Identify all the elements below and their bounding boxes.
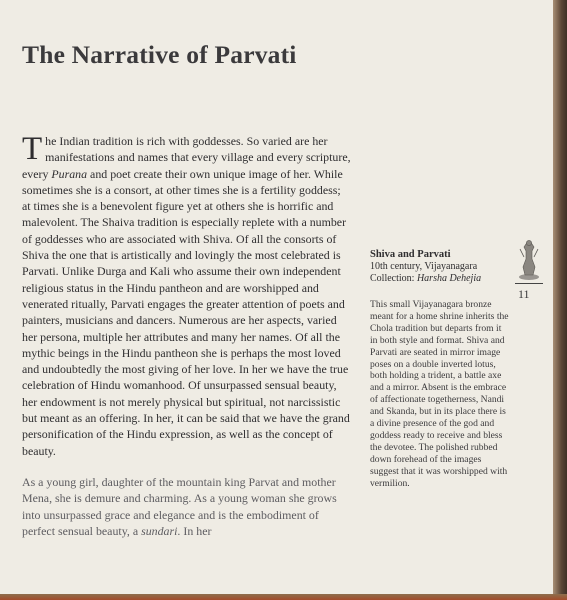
caption-collection-name: Harsha Dehejia (416, 273, 482, 284)
caption-collection (370, 273, 510, 285)
paragraph-1-purana: Purana (51, 166, 88, 181)
body-text (22, 133, 352, 554)
page-title: The Narrative of Parvati (22, 40, 297, 69)
paragraph-2-part-a: As a young girl, daughter of the mountain king Parvat and mother Mena, she is demure and charming. As a young woman she grows into unsurpassed grace and elegance and is the embodiment of perfect sensual beauty, a (22, 474, 337, 538)
paragraph-2-part-b: . In her (177, 523, 212, 538)
caption-text: This small Vijayanagara bronze meant for a home shrine inherits the Chola tradition but departs from it in both style and format. Shiva and Parvati are seated in mirror image poses on a double inverted lotus, both holding a trident, a battle axe and a mirror. Absent is the embrace of affectionate togetherness, Nandi and Skanda, but in its place there is a divine presence of the god and goddess ready to receive and bless the devotee. The polished rubbed down forehead of the images suggest that it was worshipped with vermilion. (370, 299, 509, 489)
book-bottom-edge (0, 594, 567, 600)
page-number: 11 (518, 287, 530, 301)
paragraph-1-part-b: and poet create their own unique image of her. While sometimes she is a consort, at other times she is a fertility goddess; at times she is a benevolent figure yet at others she is horrific and malevolent. The Shaiva tradition is especially replete with a number of goddesses who are associated with Shiva. Of all the consorts of Shiva the one that is artistically and lovingly the most celebrated is Parvati. Unlike Durga and Kali who assume their own independent religious status in the Hindu pantheon and are worshipped and venerated ritually, Parvati engages the greater attention of poets and painters, musicians and dancers. Numerous are her aspects, varied her persona, multiple her attributes and many her names. Of all the mythic beings in the Hindu pantheon she is perhaps the most loved and undoubtedly the most giving of her love. In her we have the true celebration of Hindu womanhood. Of unsurpassed sensual beauty, her endowment is not merely physical but spiritual, not narcissistic but meant as an offering. In her, it can be said that we have the grand personification of the Hindu expression, as well as the concept of beauty. (22, 166, 350, 458)
book-spine-edge (553, 0, 567, 600)
paragraph-1 (22, 133, 352, 459)
paragraph-2-sundari: sundari (141, 523, 178, 538)
figurine-icon (516, 237, 542, 281)
caption-title: Shiva and Parvati (370, 249, 451, 260)
page-number-rule (515, 283, 543, 284)
paragraph-2 (22, 474, 352, 539)
image-caption (370, 248, 510, 490)
drop-cap: T (22, 131, 43, 167)
caption-collection-label: Collection: (370, 273, 417, 284)
paragraph-1-part-a: he Indian tradition is rich with goddesses. So varied are her manifestations and names that every village and every scripture, every (22, 134, 351, 181)
caption-date-place: 10th century, Vijayanagara (370, 261, 478, 272)
